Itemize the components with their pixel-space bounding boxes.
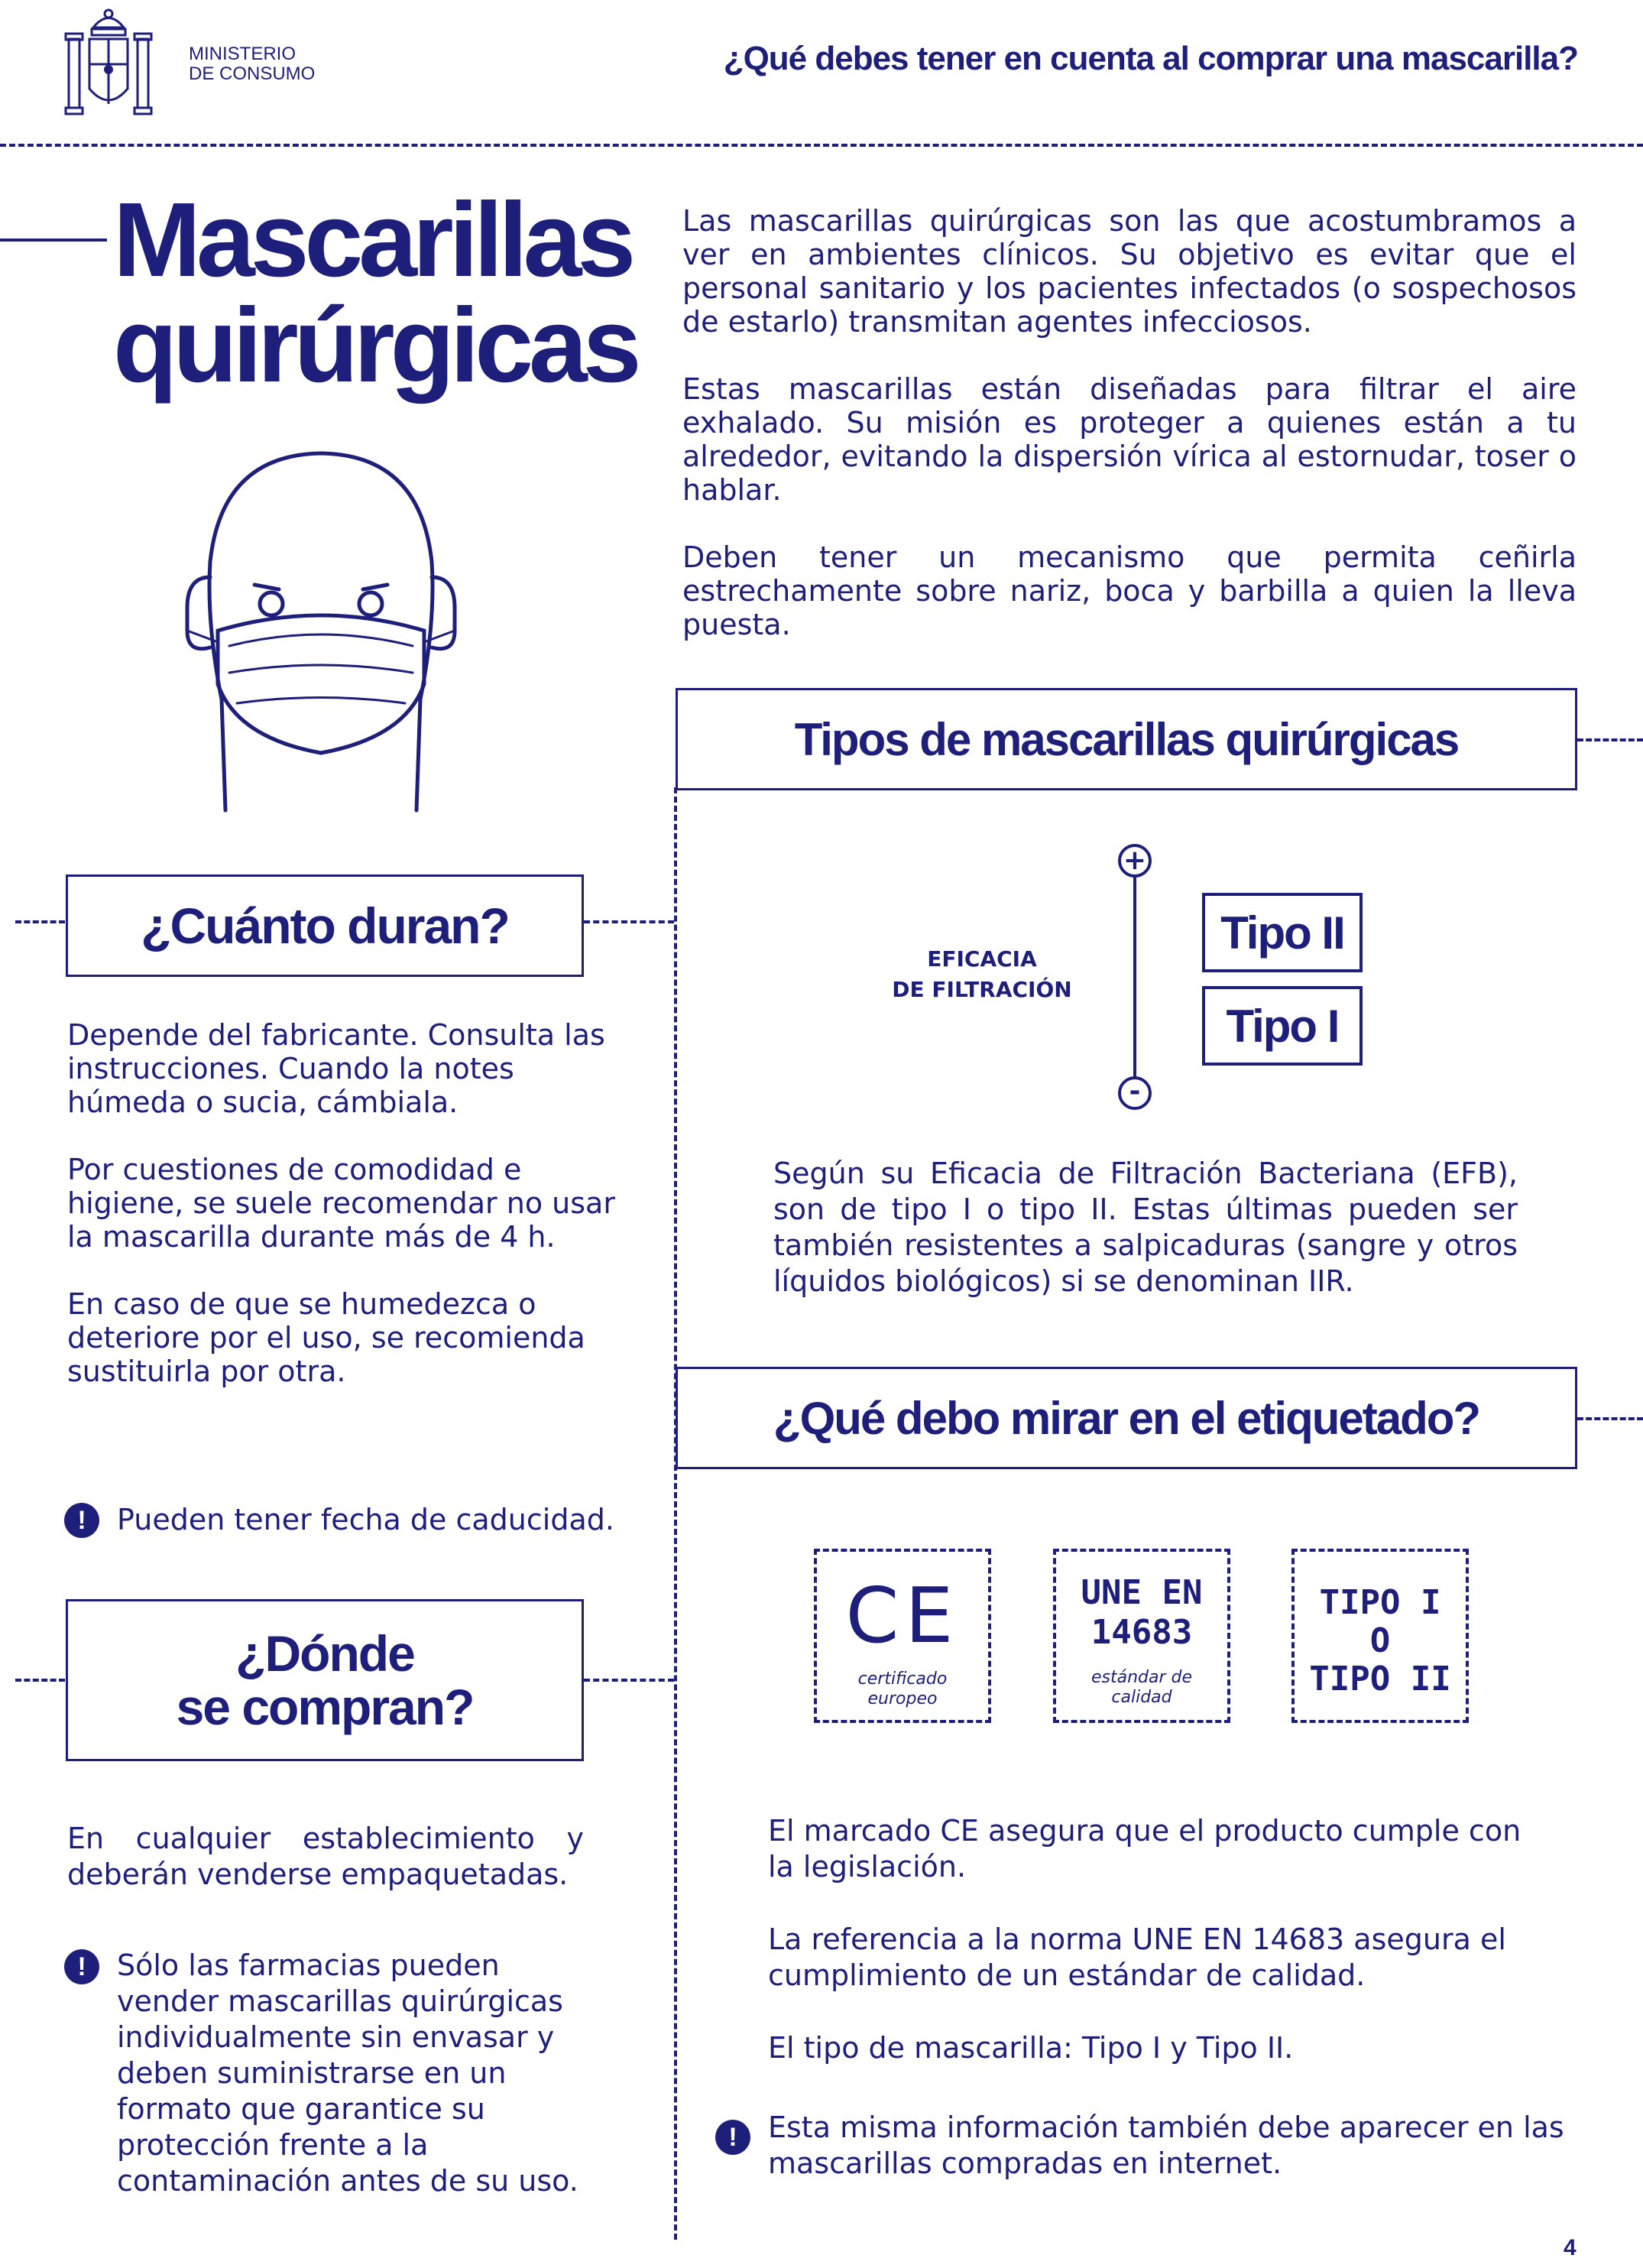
labeling-alert-text: Esta misma información también debe aparecer en las mascarillas compradas en internet. [768,2111,1564,2180]
ce-label-box [814,1549,991,1723]
duration-paragraph-2: Por cuestiones de comodidad e higiene, se suele recomendar no usar la mascarilla durante más de 4 h. [67,1153,615,1254]
where-alert-icon: ! [64,1949,99,1984]
ce-caption-line1: certificado [857,1669,948,1689]
center-divider [674,787,677,2240]
where-connector-right [584,1679,674,1682]
type-i-label: Tipo I [1226,1000,1339,1052]
efficacy-label-line2: DE FILTRACIÓN [892,977,1072,1002]
ce-caption-line2: europeo [867,1689,938,1708]
where-paragraph-1: En cualquier establecimiento y deberán venderse empaquetadas. [67,1822,584,1891]
types-title-text: Tipos de mascarillas quirúrgicas [794,713,1459,765]
duration-alert-icon: ! [64,1503,99,1538]
ministry-name-line2: DE CONSUMO [189,63,316,84]
page-title-line2: quirúrgicas [113,287,637,404]
intro-paragraph-1: Las mascarillas quirúrgicas son las que acostumbramos a ver en ambientes clínicos. Su objetivo es evitar que el personal sanitario y los pacientes infectados (o sospechosos de estarlo) transmitan agentes infecciosos. [682,204,1577,339]
duration-connector-right [584,920,674,923]
labeling-alert-icon: ! [715,2120,750,2155]
header-divider [0,144,1643,147]
types-title-connector [1577,738,1643,741]
type-ii-label: Tipo II [1220,907,1344,959]
labeling-paragraph-1: El marcado CE asegura que el producto cumple con la legislación. [768,1814,1521,1884]
page-number: 4 [1564,2235,1577,2260]
labeling-paragraph-2: La referencia a la norma UNE EN 14683 asegura el cumplimiento de un estándar de calidad. [768,1922,1506,1992]
coat-of-arms-logo [63,5,154,119]
duration-section-title [66,874,584,977]
minus-icon: - [1129,1076,1141,1107]
types-section-title [676,688,1577,790]
tipo-label-line1: TIPO I [1319,1583,1441,1622]
duration-paragraph-1: Depende del fabricante. Consulta las instrucciones. Cuando la notes húmeda o sucia, cámbiala. [67,1018,605,1119]
intro-paragraph-2: Estas mascarillas están diseñadas para filtrar el aire exhalado. Su misión es proteger a quienes están a tu alrededor, evitando la dispersión vírica al estornudar, toser o hablar. [682,372,1577,507]
where-title-line1: ¿Dónde [235,1625,414,1682]
duration-title-text: ¿Cuánto duran? [141,897,509,954]
type-ii-box [1202,893,1363,972]
type-i-box [1202,986,1363,1066]
duration-connector-left [15,920,65,923]
header-question: ¿Qué debes tener en cuenta al comprar una mascarilla? [723,40,1578,77]
tipo-label-line2: O [1369,1621,1391,1660]
tipo-label-box [1291,1549,1469,1723]
types-description: Según su Eficacia de Filtración Bacteriana (EFB), son de tipo I o tipo II. Estas últimas pueden ser también resistentes a salpicaduras (sangre y otros líquidos biológicos) si se denominan IIR. [773,1157,1518,1298]
une-label-line2: 14683 [1090,1613,1193,1652]
where-alert-text: Sólo las farmacias pueden vender mascarillas quirúrgicas individualmente sin envasar y deben suministrarse en un formato que garantice su protección frente a la contaminación antes de su uso. [117,1948,578,2198]
where-title-line2: se compran? [176,1679,474,1735]
une-label-box [1053,1549,1230,1723]
page-title-line1: Mascarillas [113,181,632,299]
labeling-title-text: ¿Qué debo mirar en el etiquetado? [773,1392,1480,1444]
labeling-section-title [676,1367,1577,1469]
ce-mark-icon: CE [845,1571,960,1660]
intro-paragraph-3: Deben tener un mecanismo que permita ceñirla estrechamente sobre nariz, boca y barbilla a quien la lleva puesta. [682,540,1577,641]
duration-alert-text: Pueden tener fecha de caducidad. [117,1503,614,1536]
title-rule [0,238,107,242]
une-caption-line1: estándar de [1090,1668,1193,1687]
where-connector-left [15,1679,65,1682]
labeling-paragraph-3: El tipo de mascarilla: Tipo I y Tipo II. [768,2031,1294,2065]
duration-paragraph-3: En caso de que se humedezca o deteriore por el uso, se recomienda sustituirla por otra. [67,1287,585,1388]
une-label-line1: UNE EN [1081,1573,1203,1612]
labeling-title-connector [1577,1417,1643,1420]
efficacy-label-line1: EFICACIA [927,946,1037,972]
une-caption-line2: calidad [1111,1688,1172,1707]
tipo-label-line3: TIPO II [1309,1660,1451,1699]
where-section-title [66,1599,584,1761]
plus-icon: + [1123,845,1147,876]
ministry-name-line1: MINISTERIO [189,44,297,64]
face-with-mask-illustration [176,447,466,822]
